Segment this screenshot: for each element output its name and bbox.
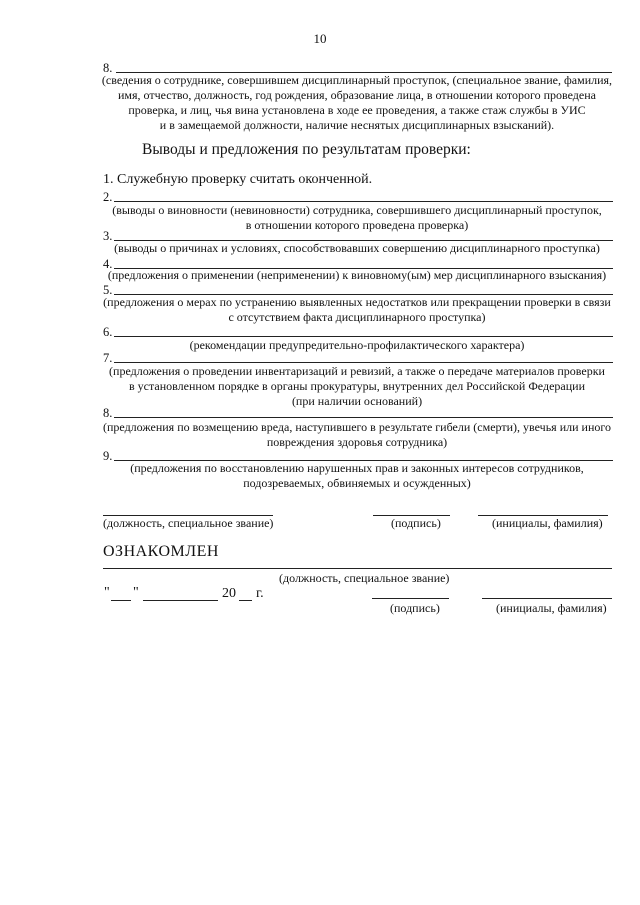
- item-9-caption: (предложения по восстановлению нарушенных прав и законных интересов сотрудников, подозреваемых, обвиняемых и осужденных): [130, 461, 584, 490]
- page-number: 10: [313, 31, 327, 46]
- section8-caption: (сведения о сотруднике, совершившем дисциплинарный проступок, (специальное звание, фамилия, имя, отчество, должность, год рождения, образование лица, в отношении которого проведена проверка, и лиц, чья вина установлена в ходе ее проведения, а также стаж службы в УИС и в замещаемой должности, наличие неснятых дисциплинарных взысканий).: [101, 73, 613, 132]
- item-2-caption: (выводы о виновности (невиновности) сотрудника, совершившего дисциплинарный проступок, в отношении которого проведена проверка): [112, 203, 602, 232]
- item-4-number: 4.: [103, 257, 113, 271]
- acquainted-signature-line[interactable]: [372, 598, 449, 599]
- acquainted-position-caption: (должность, специальное звание): [279, 571, 450, 585]
- date-quote-open: ": [104, 585, 110, 600]
- date-year-field[interactable]: [239, 600, 252, 601]
- item-6-fill-line[interactable]: [114, 336, 613, 337]
- signature-caption: (подпись): [391, 516, 441, 530]
- date-day-field[interactable]: [111, 600, 131, 601]
- date-year-suffix: г.: [256, 586, 264, 601]
- acquainted-heading: ОЗНАКОМЛЕН: [103, 543, 219, 560]
- item-3-number: 3.: [103, 229, 113, 243]
- date-month-field[interactable]: [143, 600, 218, 601]
- acquainted-name-caption: (инициалы, фамилия): [496, 601, 607, 615]
- name-caption: (инициалы, фамилия): [492, 516, 603, 530]
- item-9-number: 9.: [103, 449, 113, 463]
- item-8-number: 8.: [103, 406, 113, 420]
- item-2-number: 2.: [103, 190, 113, 204]
- item-4-caption: (предложения о применении (неприменении) к виновному(ым) мер дисциплинарного взыскания): [107, 268, 607, 282]
- acquainted-signature-caption: (подпись): [390, 601, 440, 615]
- conclusions-heading: Выводы и предложения по результатам проверки:: [142, 141, 471, 158]
- section8-number: 8.: [103, 61, 113, 75]
- date-year-prefix: 20: [222, 586, 236, 601]
- acquainted-name-line[interactable]: [482, 598, 612, 599]
- item-7-number: 7.: [103, 351, 113, 365]
- item-1-text: 1. Служебную проверку считать оконченной.: [103, 172, 373, 187]
- date-quote-close: ": [133, 585, 139, 600]
- item-6-caption: (рекомендации предупредительно-профилактического характера): [189, 338, 525, 352]
- item-8-fill-line[interactable]: [114, 417, 613, 418]
- item-5-caption: (предложения о мерах по устранению выявленных недостатков или прекращении проверки в связи с отсутствием факта дисциплинарного проступка): [103, 295, 611, 324]
- item-8-caption: (предложения по возмещению вреда, наступившего в результате гибели (смерти), увечья или иного повреждения здоровья сотрудника): [102, 420, 611, 449]
- item-2-fill-line[interactable]: [114, 201, 613, 202]
- item-5-number: 5.: [103, 283, 113, 297]
- item-7-caption: (предложения о проведении инвентаризаций и ревизий, а также о передаче материалов проверки в установленном порядке в органы прокуратуры, внутренних дел Российской Федерации (при наличии оснований): [109, 364, 605, 408]
- item-3-caption: (выводы о причинах и условиях, способствовавших совершению дисциплинарного проступка): [114, 241, 600, 255]
- item-6-number: 6.: [103, 325, 113, 339]
- position-caption: (должность, специальное звание): [103, 516, 274, 530]
- acquainted-position-line[interactable]: [103, 568, 612, 569]
- item-7-fill-line[interactable]: [114, 362, 613, 363]
